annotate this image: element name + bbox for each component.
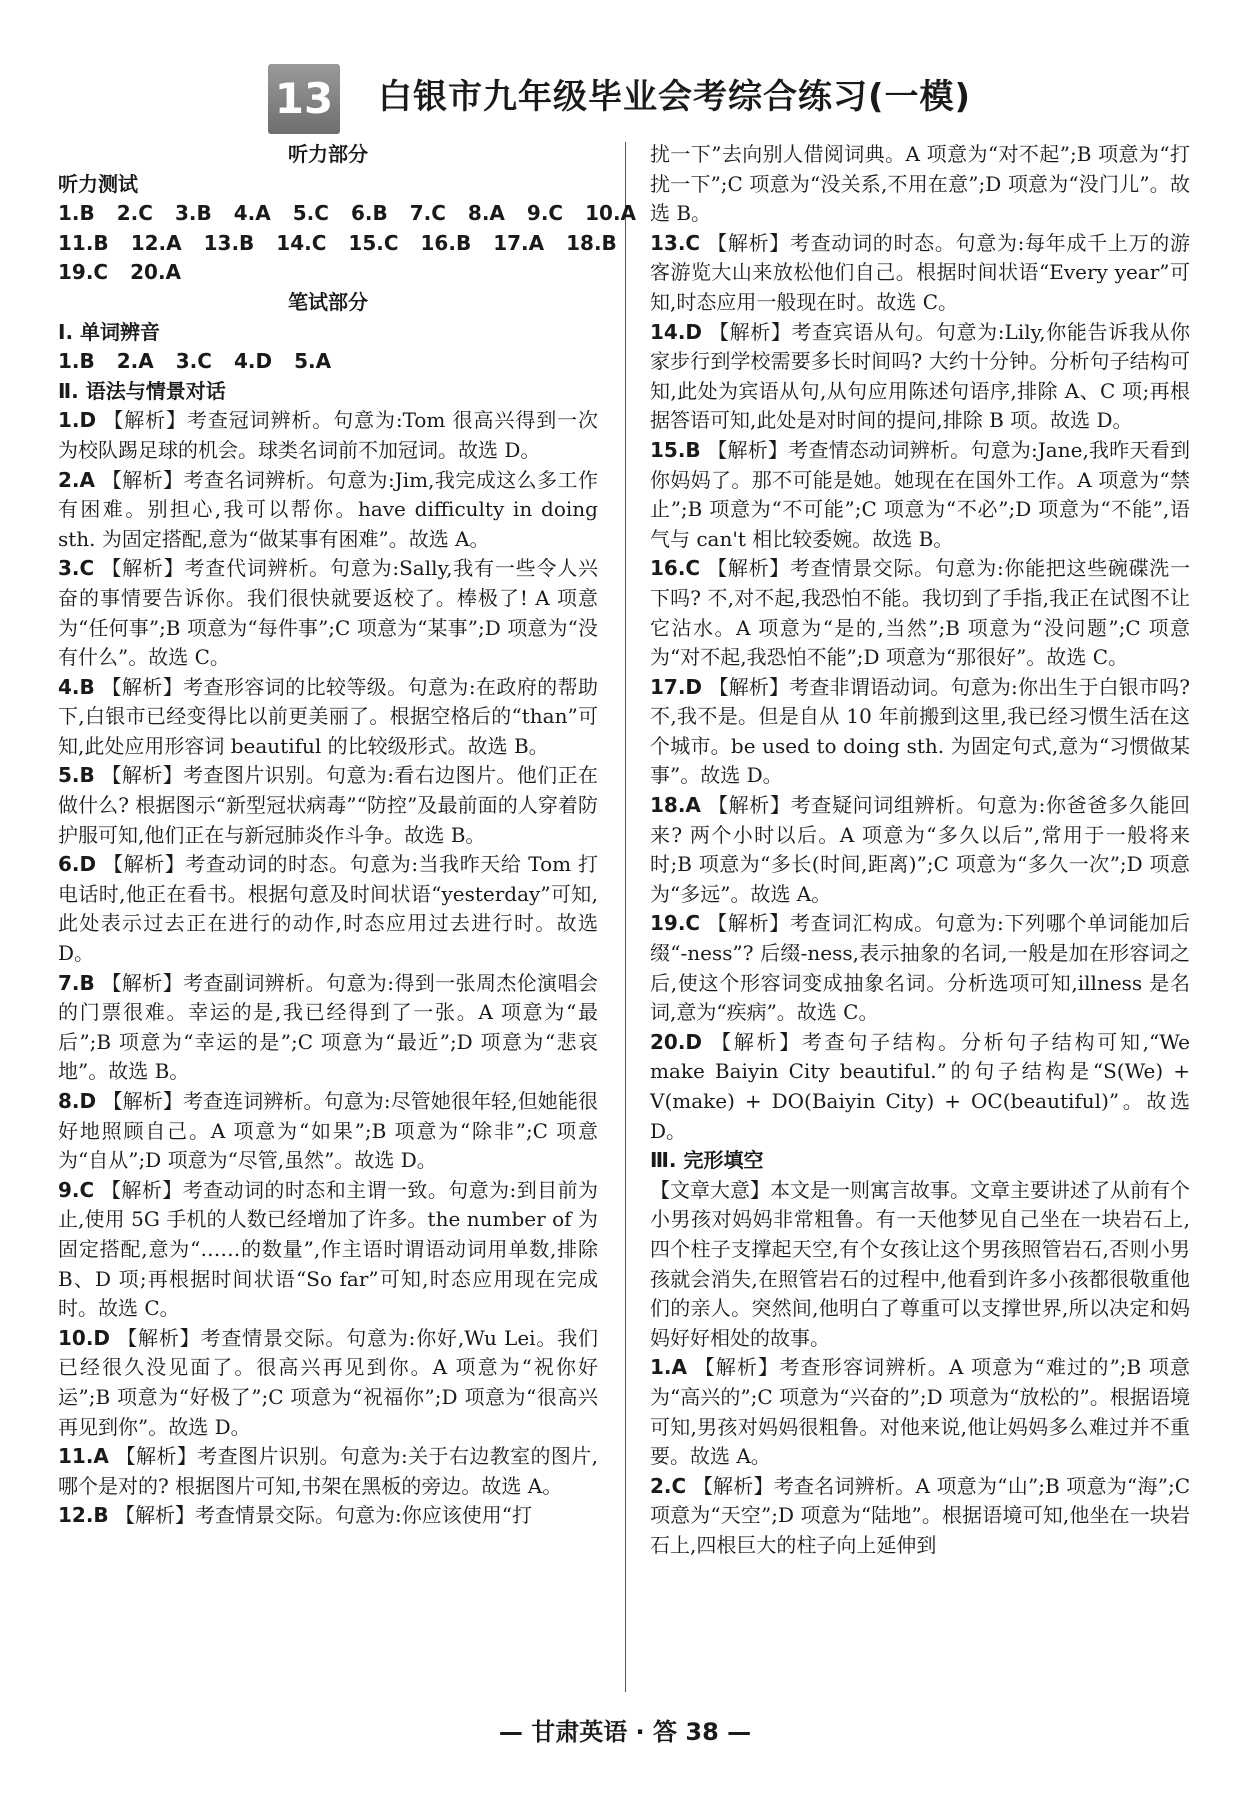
item-text: 【解析】考查疑问词组辨析。句意为:你爸爸多久能回来? 两个小时以后。A 项意为“多久以后”,常用于一般将来时;B 项意为“多长(时间,距离)”;C 项意为“多久一次”;D 项意为“多远”。故选 A。 <box>650 793 1190 906</box>
item-number: 19.C <box>650 911 701 936</box>
answer-explanation <box>58 554 598 672</box>
right-column <box>650 140 1190 1561</box>
answer-explanation <box>58 969 598 1087</box>
answer: 2.A <box>116 349 154 374</box>
article-summary: 【文章大意】本文是一则寓言故事。文章主要讲述了从前有个小男孩对妈妈非常粗鲁。有一天他梦见自己坐在一块岩石上,四个柱子支撑起天空,有个女孩让这个男孩照管岩石,否则小男孩就会消失,在照管岩石的过程中,他看到许多小孩都很敬重他们的亲人。突然间,他明白了尊重可以支撑世界,所以决定和妈妈好好相处的故事。 <box>650 1177 1190 1350</box>
answer-explanation <box>650 1028 1190 1146</box>
answer-explanation <box>58 673 598 762</box>
answer-explanation <box>650 1472 1190 1561</box>
item-number: 3.C <box>58 556 95 581</box>
answer-explanation <box>650 229 1190 318</box>
item-text: 【解析】考查形容词的比较等级。句意为:在政府的帮助下,白银市已经变得比以前更美丽了。根据空格后的“than”可知,此处应用形容词 beautiful 的比较级形式。故选 B。 <box>58 674 598 758</box>
listening-answers-row-3 <box>58 258 598 288</box>
answer-explanation <box>650 673 1190 791</box>
answer-explanation <box>58 1324 598 1442</box>
answer: 5.C <box>292 201 329 226</box>
item-number: 10.D <box>58 1325 111 1350</box>
answer-explanation <box>58 406 598 465</box>
item-text: 【解析】考查句子结构。分析句子结构可知,“We make Baiyin City beautiful.”的句子结构是“S(We) + V(make) + DO(Baiyin City) + OC(beautiful)”。故选 D。 <box>650 1029 1191 1143</box>
item-number: 6.D <box>58 852 97 877</box>
item-number: 17.D <box>650 674 703 699</box>
item-number: 13.C <box>650 230 701 255</box>
listening-subheading: 听力测试 <box>58 171 138 196</box>
answer: 20.A <box>130 260 182 285</box>
answer: 16.B <box>420 230 472 255</box>
answer: 3.C <box>175 349 212 374</box>
item-number: 12.B <box>58 1503 109 1528</box>
answer-explanation <box>58 1087 598 1176</box>
item-text: 【解析】考查动词的时态。句意为:当我昨天给 Tom 打电话时,他正在看书。根据句意及时间状语“yesterday”可知,此处表示过去正在进行的动作,时态应用过去进行时。故选 D。 <box>58 852 599 966</box>
item-number: 1.D <box>58 408 97 433</box>
item-text: 【解析】考查非谓语动词。句意为:你出生于白银市吗? 不,我不是。但是自从 10 年前搬到这里,我已经习惯生活在这个城市。be used to doing sth. 为固定句式,意为“习惯做某事”。故选 D。 <box>650 674 1190 788</box>
item-text: 【解析】考查冠词辨析。句意为:Tom 很高兴得到一次为校队踢足球的机会。球类名词前不加冠词。故选 D。 <box>58 408 598 462</box>
item-number: 9.C <box>58 1177 95 1202</box>
answer-explanation <box>58 1442 598 1501</box>
item-continuation: 扰一下”去向别人借阅词典。A 项意为“对不起”;B 项意为“打扰一下”;C 项意为“没关系,不用在意”;D 项意为“没门儿”。故选 B。 <box>650 142 1190 226</box>
section-number-badge: 13 <box>268 64 340 134</box>
section-2-items <box>58 406 598 1531</box>
section-1-answers <box>58 347 598 377</box>
item-number: 1.A <box>650 1355 687 1380</box>
item-number: 15.B <box>650 437 701 462</box>
item-number: 20.D <box>650 1029 703 1054</box>
answer-explanation <box>58 850 598 968</box>
answer: 1.B <box>58 201 95 226</box>
answer: 18.B <box>566 230 617 255</box>
answer: 19.C <box>58 260 109 285</box>
answer: 10.A <box>585 201 637 226</box>
item-text: 【解析】考查词汇构成。句意为:下列哪个单词能加后缀“-ness”? 后缀-ness,表示抽象的名词,一般是加在形容词之后,使这个形容词变成抽象名词。分析选项可知,illness 是名词,意为“疾病”。故选 C。 <box>650 911 1190 1025</box>
answer: 8.A <box>467 201 505 226</box>
listening-heading: 听力部分 <box>288 142 368 166</box>
answer: 7.C <box>409 201 446 226</box>
item-text: 【解析】考查图片识别。句意为:关于右边教室的图片,哪个是对的? 根据图片可知,书架在黑板的旁边。故选 A。 <box>58 1444 598 1498</box>
answer: 11.B <box>58 230 109 255</box>
item-number: 4.B <box>58 674 95 699</box>
item-text: 【解析】考查名词辨析。A 项意为“山”;B 项意为“海”;C 项意为“天空”;D 项意为“陆地”。根据语境可知,他坐在一块岩石上,四根巨大的柱子向上延伸到 <box>650 1473 1190 1557</box>
answer-explanation <box>650 436 1190 554</box>
answer-explanation <box>650 909 1190 1027</box>
item-text: 【解析】考查动词的时态。句意为:每年成千上万的游客游览大山来放松他们自己。根据时间状语“Every year”可知,时态应用一般现在时。故选 C。 <box>650 230 1190 314</box>
section-1-title: Ⅰ. 单词辨音 <box>58 319 161 344</box>
item-number: 8.D <box>58 1089 97 1113</box>
item-number: 11.A <box>58 1444 109 1469</box>
answer: 12.A <box>130 230 182 255</box>
page-header <box>268 64 988 134</box>
answer: 5.A <box>294 349 332 374</box>
answer-explanation <box>650 791 1190 909</box>
answer-explanation <box>58 761 598 850</box>
answer: 6.B <box>350 201 388 226</box>
item-text: 【解析】考查宾语从句。句意为:Lily,你能告诉我从你家步行到学校需要多长时间吗? 大约十分钟。分析句子结构可知,此处为宾语从句,从句应用陈述句语序,排除 A、C 项;再根据答语可知,此处是对时间的提问,排除 B 项。故选 D。 <box>650 319 1191 433</box>
page-title: 白银市九年级毕业会考综合练习(一模) <box>378 77 972 117</box>
answer-explanation <box>650 1353 1190 1471</box>
section-3-items <box>650 1353 1190 1560</box>
listening-answers-row-1 <box>58 199 637 229</box>
column-divider <box>625 142 626 1692</box>
item-number: 2.A <box>58 467 95 492</box>
listening-answers-row-2 <box>58 229 617 259</box>
answer: 4.A <box>233 201 271 226</box>
written-heading: 笔试部分 <box>288 289 368 314</box>
answer: 17.A <box>493 230 545 255</box>
item-text: 【解析】考查情景交际。句意为:你好,Wu Lei。我们已经很久没见面了。很高兴再见到你。A 项意为“祝你好运”;B 项意为“好极了”;C 项意为“祝福你”;D 项意为“很高兴再见到你”。故选 D。 <box>58 1325 599 1439</box>
answer: 4.D <box>233 349 273 374</box>
item-text: 【解析】考查动词的时态和主谓一致。句意为:到目前为止,使用 5G 手机的人数已经增加了许多。the number of 为固定搭配,意为“……的数量”,作主语时谓语动词用单数,排除 B、D 项;再根据时间状语“So far”可知,时态应用现在完成时。故选 C。 <box>58 1177 598 1321</box>
item-text: 【解析】考查情景交际。句意为:你应该使用“打 <box>115 1503 533 1528</box>
item-number: 5.B <box>58 763 95 788</box>
item-text: 【解析】考查情态动词辨析。句意为:Jane,我昨天看到你妈妈了。那不可能是她。她现在在国外工作。A 项意为“禁止”;B 项意为“不可能”;C 项意为“不必”;D 项意为“不能”,语气与 can't 相比较委婉。故选 B。 <box>650 437 1190 551</box>
answer: 2.C <box>116 201 153 226</box>
section-2-title: Ⅱ. 语法与情景对话 <box>58 378 226 403</box>
page-footer: — 甘肃英语 · 答 38 — <box>498 1718 752 1746</box>
answer: 13.B <box>203 230 255 255</box>
answer-explanation <box>58 1176 598 1324</box>
item-text: 【解析】考查代词辨析。句意为:Sally,我有一些令人兴奋的事情要告诉你。我们很快就要返校了。棒极了! A 项意为“任何事”;B 项意为“每件事”;C 项意为“某事”;D 项意为“没有什么”。故选 C。 <box>58 556 599 670</box>
item-text: 【解析】考查连词辨析。句意为:尽管她很年轻,但她能很好地照顾自己。A 项意为“如果”;B 项意为“除非”;C 项意为“自从”;D 项意为“尽管,虽然”。故选 D。 <box>58 1089 598 1173</box>
item-text: 【解析】考查情景交际。句意为:你能把这些碗碟洗一下吗? 不,对不起,我恐怕不能。我切到了手指,我正在试图不让它沾水。A 项意为“是的,当然”;B 项意为“没问题”;C 项意为“对不起,我恐怕不能”;D 项意为“那很好”。故选 C。 <box>650 556 1190 670</box>
item-number: 7.B <box>58 970 95 995</box>
answer: 9.C <box>526 201 564 226</box>
answer: 14.C <box>276 230 327 255</box>
item-text: 【解析】考查副词辨析。句意为:得到一张周杰伦演唱会的门票很难。幸运的是,我已经得到了一张。A 项意为“最后”;B 项意为“幸运的是”;C 项意为“最近”;D 项意为“悲哀地”。故选 B。 <box>58 970 598 1084</box>
answer-explanation <box>58 466 598 555</box>
item-number: 14.D <box>650 319 703 344</box>
item-text: 【解析】考查图片识别。句意为:看右边图片。他们正在做什么? 根据图示“新型冠状病毒”“防控”及最前面的人穿着防护服可知,他们正在与新冠肺炎作斗争。故选 B。 <box>58 763 598 847</box>
section-2-items-continued <box>650 229 1190 1146</box>
left-column <box>58 140 637 1531</box>
item-number: 2.C <box>650 1473 687 1498</box>
answer: 3.B <box>174 201 212 226</box>
answer-explanation <box>650 318 1190 436</box>
answer: 15.C <box>348 230 399 255</box>
item-number: 18.A <box>650 793 701 818</box>
answer-explanation <box>58 1501 598 1531</box>
item-text: 【解析】考查名词辨析。句意为:Jim,我完成这么多工作有困难。别担心,我可以帮你。have difficulty in doing sth. 为固定搭配,意为“做某事有困难”。故选 A。 <box>58 467 599 551</box>
item-number: 16.C <box>650 556 701 581</box>
section-3-title: Ⅲ. 完形填空 <box>650 1148 764 1173</box>
answer: 1.B <box>58 349 95 374</box>
answer-explanation <box>650 554 1190 672</box>
item-text: 【解析】考查形容词辨析。A 项意为“难过的”;B 项意为“高兴的”;C 项意为“兴奋的”;D 项意为“放松的”。根据语境可知,男孩对妈妈很粗鲁。对他来说,他让妈妈多么难过并不重要。故选 A。 <box>650 1355 1190 1469</box>
